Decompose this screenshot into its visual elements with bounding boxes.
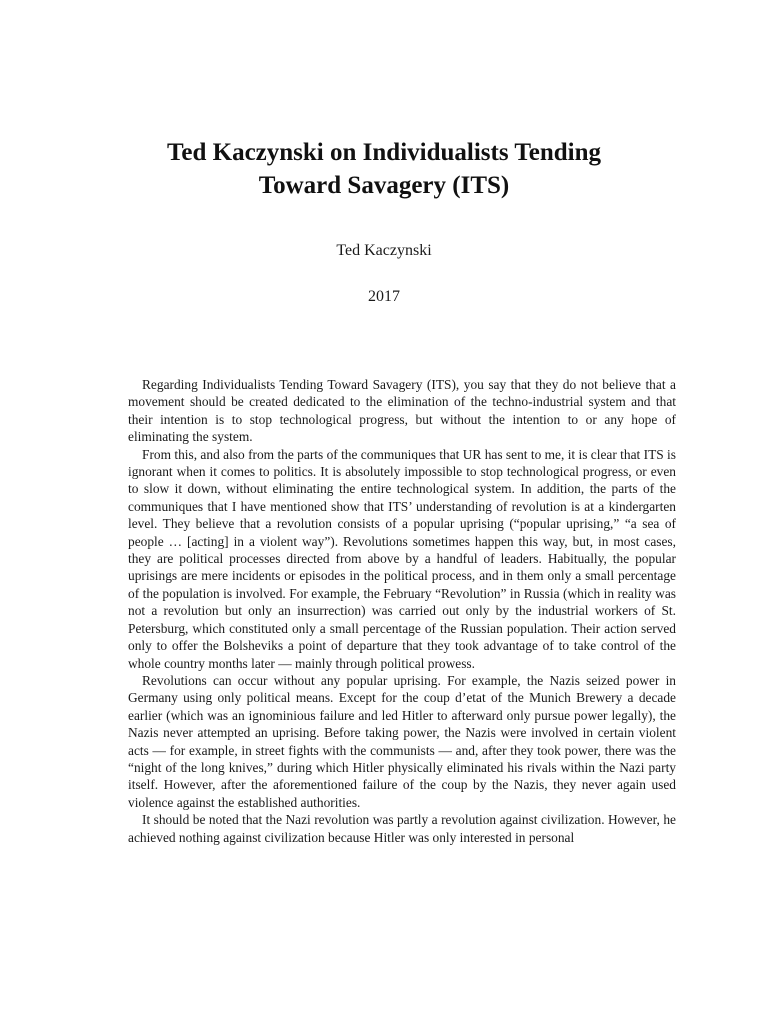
paragraph: From this, and also from the parts of the communiques that UR has sent to me, it is clear that ITS is ignorant when it comes to politics. It is absolutely impossible to stop technological progress, or even to slow it down, without eliminating the entire technological system. In addition, the parts of the communiques that I have mentioned show that ITS’ understanding of revolution is at a kindergarten level. They believe that a revolution consists of a popular uprising (“popular uprising,” “a sea of people … [acting] in a violent way”). Revolutions sometimes happen this way, but, in most cases, they are political processes directed from above by a handful of leaders. Habitually, the popular uprisings are mere incidents or episodes in the political process, and in them only a small percentage of the population is involved. For example, the February “Revolution” in Russia (which in reality was not a revolution but only an insurrection) was carried out only by the industrial workers of St. Petersburg, which constituted only a small percentage of the Russian population. Their action served only to offer the Bolsheviks a point of departure that they took advantage of to take control of the whole country months later — mainly through political prowess. [128, 446, 676, 671]
paragraph: Revolutions can occur without any popular uprising. For example, the Nazis seized power in Germany using only political means. Except for the coup d’etat of the Munich Brewery a decade earlier (which was an ignominious failure and led Hitler to afterward only pursue power legally), the Nazis never attempted an uprising. Before taking power, the Nazis were involved in certain violent acts — for example, in street fights with the communists — and, after they took power, there was the “night of the long knives,” during which Hitler physically eliminated his rivals within the Nazi party itself. However, after the aforementioned failure of the coup by the Nazis, they never again used violence against the established authorities. [128, 672, 676, 810]
document-title [84, 136, 684, 202]
title-line-2: Toward Savagery (ITS) [258, 172, 510, 199]
paragraph: It should be noted that the Nazi revolution was partly a revolution against civilization. However, he achieved nothing against civilization because Hitler was only interested in personal [128, 812, 676, 845]
paragraph: Regarding Individualists Tending Toward Savagery (ITS), you say that they do not believe that a movement should be created dedicated to the elimination of the techno-industrial system and that their intention is to stop technological progress, but without the intention to or any hope of eliminating the system. [128, 377, 676, 445]
document-author: Ted Kaczynski [336, 242, 432, 259]
document-body [128, 376, 676, 846]
document-date: 2017 [368, 288, 400, 305]
title-line-1: Ted Kaczynski on Individualists Tending [167, 139, 601, 166]
